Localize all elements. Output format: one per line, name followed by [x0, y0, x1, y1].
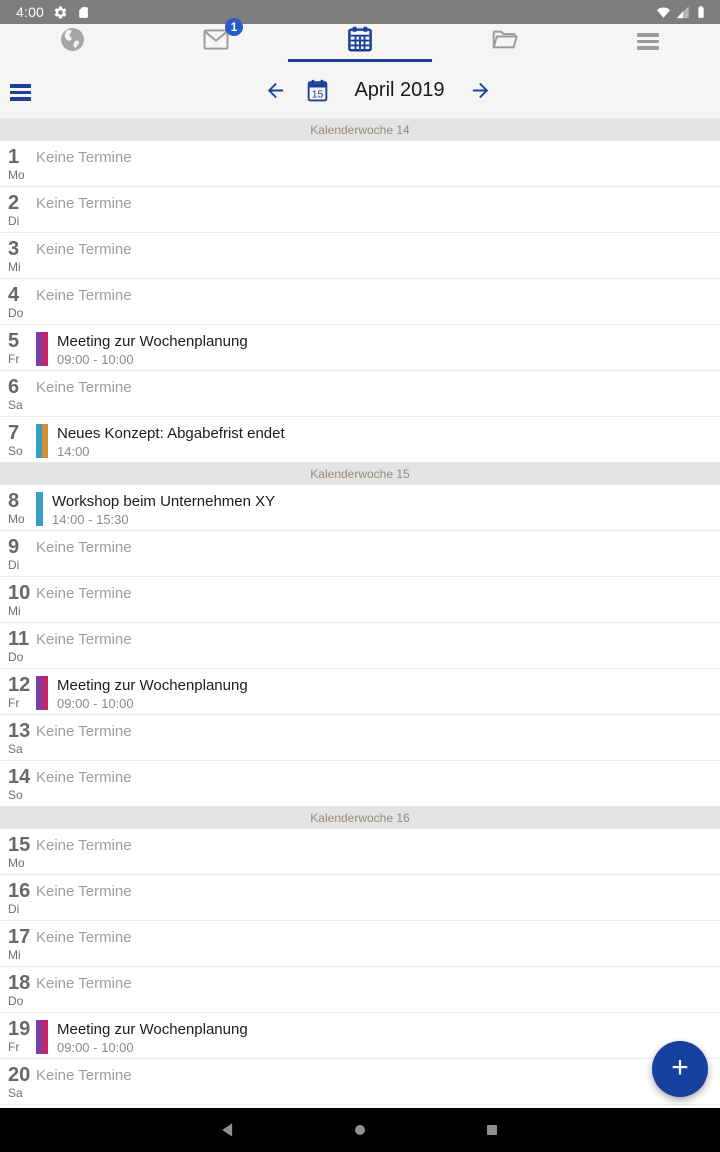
- day-abbreviation: Mo: [8, 168, 25, 182]
- event-time: 09:00 - 10:00: [57, 696, 134, 711]
- day-row[interactable]: [0, 669, 720, 715]
- event-title: Meeting zur Wochenplanung: [57, 677, 248, 694]
- day-number: 11: [8, 628, 30, 650]
- day-row[interactable]: [0, 921, 720, 967]
- day-row[interactable]: [0, 623, 720, 669]
- wifi-icon: [655, 5, 672, 20]
- day-list: [0, 119, 720, 1108]
- day-row[interactable]: [0, 371, 720, 417]
- day-content: [36, 834, 720, 874]
- day-content: [36, 284, 720, 324]
- no-events-label: Keine Termine: [36, 241, 132, 258]
- event-color-bar: [36, 424, 48, 458]
- day-content: [36, 1064, 720, 1104]
- day-number: 17: [8, 926, 31, 948]
- day-date: [8, 536, 36, 576]
- day-number: 14: [8, 766, 31, 788]
- day-abbreviation: Fr: [8, 352, 20, 366]
- no-events-label: Keine Termine: [36, 149, 132, 166]
- day-number: 18: [8, 972, 31, 994]
- day-number: 2: [8, 192, 20, 214]
- no-events-label: Keine Termine: [36, 883, 132, 900]
- day-abbreviation: Di: [8, 214, 20, 228]
- day-content: [36, 972, 720, 1012]
- week-header: Kalenderwoche 14: [0, 119, 720, 141]
- day-abbreviation: Mi: [8, 604, 21, 618]
- tab-web[interactable]: [0, 24, 144, 62]
- tab-calendar[interactable]: [288, 24, 432, 62]
- day-abbreviation: Sa: [8, 742, 23, 756]
- day-row[interactable]: [0, 531, 720, 577]
- day-abbreviation: So: [8, 788, 23, 802]
- event-time: 14:00 - 15:30: [52, 512, 129, 527]
- no-events-label: Keine Termine: [36, 287, 132, 304]
- day-content: [36, 238, 720, 278]
- day-row[interactable]: [0, 715, 720, 761]
- day-date: [8, 972, 36, 1012]
- event-item[interactable]: [36, 425, 720, 460]
- status-time: 4:00: [16, 4, 45, 20]
- day-number: 15: [8, 834, 31, 856]
- event-color-bar: [36, 332, 48, 366]
- tab-bar: [0, 19, 720, 62]
- today-button[interactable]: [303, 76, 332, 105]
- day-row[interactable]: [0, 325, 720, 371]
- plus-icon: +: [671, 1051, 689, 1084]
- day-date: [8, 330, 36, 370]
- globe-icon: [58, 25, 87, 59]
- no-events-label: Keine Termine: [36, 723, 132, 740]
- envelope-icon: [200, 19, 238, 59]
- day-date: [8, 880, 36, 920]
- day-number: 4: [8, 284, 20, 306]
- day-number: 19: [8, 1018, 31, 1040]
- event-time: 09:00 - 10:00: [57, 352, 134, 367]
- day-date: [8, 146, 36, 186]
- day-number: 6: [8, 376, 20, 398]
- day-abbreviation: Do: [8, 306, 24, 320]
- event-title: Workshop beim Unternehmen XY: [52, 493, 276, 510]
- day-number: 5: [8, 330, 20, 352]
- event-color-bar: [36, 492, 43, 526]
- event-title: Meeting zur Wochenplanung: [57, 1021, 248, 1038]
- day-row[interactable]: [0, 875, 720, 921]
- day-abbreviation: Mi: [8, 260, 21, 274]
- android-nav-bar: [0, 1108, 720, 1152]
- event-title: Meeting zur Wochenplanung: [57, 333, 248, 350]
- unread-count-badge: 1: [225, 18, 243, 36]
- day-content: [36, 880, 720, 920]
- day-content: [36, 330, 720, 370]
- event-text: [57, 333, 248, 368]
- day-row[interactable]: [0, 141, 720, 187]
- day-date: [8, 422, 36, 462]
- drawer-menu-button[interactable]: [8, 82, 33, 103]
- next-month-button[interactable]: [467, 77, 494, 104]
- status-bar: [0, 0, 720, 24]
- day-number: 8: [8, 490, 20, 512]
- day-abbreviation: Mo: [8, 512, 25, 526]
- day-content: [36, 582, 720, 622]
- day-date: [8, 834, 36, 874]
- event-text: [52, 493, 275, 528]
- day-date: [8, 674, 36, 714]
- no-events-label: Keine Termine: [36, 837, 132, 854]
- event-text: [57, 1021, 248, 1056]
- day-row[interactable]: [0, 1059, 720, 1105]
- month-toolbar: [0, 62, 720, 119]
- day-date: [8, 628, 36, 668]
- menu-icon: [637, 33, 659, 50]
- no-events-label: Keine Termine: [36, 379, 132, 396]
- day-row[interactable]: [0, 417, 720, 463]
- day-row[interactable]: [0, 761, 720, 807]
- no-events-label: Keine Termine: [36, 585, 132, 602]
- day-row[interactable]: [0, 967, 720, 1013]
- day-number: 12: [8, 674, 31, 696]
- day-date: [8, 766, 36, 806]
- day-abbreviation: Sa: [8, 398, 23, 412]
- back-button[interactable]: [208, 1110, 248, 1150]
- day-number: 7: [8, 422, 20, 444]
- day-abbreviation: Fr: [8, 1040, 20, 1054]
- day-content: [36, 766, 720, 806]
- day-abbreviation: Do: [8, 994, 24, 1008]
- folder-open-icon: [488, 25, 520, 59]
- home-button[interactable]: [340, 1110, 380, 1150]
- event-item[interactable]: [36, 493, 720, 528]
- day-number: 9: [8, 536, 20, 558]
- day-content: [36, 536, 720, 576]
- day-abbreviation: Di: [8, 902, 20, 916]
- day-content: [36, 1018, 720, 1058]
- event-text: [57, 677, 248, 712]
- day-content: [36, 720, 720, 760]
- day-row[interactable]: [0, 233, 720, 279]
- cell-signal-icon: [675, 5, 691, 20]
- event-time: 14:00: [57, 444, 90, 459]
- day-date: [8, 1018, 36, 1058]
- day-abbreviation: Mi: [8, 948, 21, 962]
- day-row[interactable]: [0, 577, 720, 623]
- day-content: [36, 628, 720, 668]
- no-events-label: Keine Termine: [36, 929, 132, 946]
- no-events-label: Keine Termine: [36, 769, 132, 786]
- week-header: Kalenderwoche 15: [0, 463, 720, 485]
- no-events-label: Keine Termine: [36, 975, 132, 992]
- tab-mail[interactable]: [144, 19, 288, 62]
- event-time: 09:00 - 10:00: [57, 1040, 134, 1055]
- event-item[interactable]: [36, 677, 720, 712]
- day-abbreviation: Mo: [8, 856, 25, 870]
- event-color-bar: [36, 1020, 48, 1054]
- day-date: [8, 720, 36, 760]
- day-abbreviation: So: [8, 444, 23, 458]
- day-number: 13: [8, 720, 31, 742]
- day-abbreviation: Do: [8, 650, 24, 664]
- day-row[interactable]: [0, 829, 720, 875]
- event-item[interactable]: [36, 333, 720, 368]
- day-content: [36, 674, 720, 714]
- no-events-label: Keine Termine: [36, 195, 132, 212]
- day-content: [36, 490, 720, 530]
- day-row[interactable]: [0, 1013, 720, 1059]
- day-content: [36, 376, 720, 416]
- day-row[interactable]: [0, 485, 720, 531]
- svg-text:15: 15: [312, 88, 324, 100]
- tab-more[interactable]: [576, 24, 720, 62]
- day-row[interactable]: [0, 279, 720, 325]
- day-number: 10: [8, 582, 31, 604]
- previous-month-button[interactable]: [262, 77, 289, 104]
- recents-button[interactable]: [472, 1110, 512, 1150]
- event-text: [57, 425, 285, 460]
- battery-icon: [694, 4, 708, 20]
- settings-gear-icon: [53, 5, 68, 20]
- month-title: April 2019: [354, 78, 445, 101]
- no-events-label: Keine Termine: [36, 539, 132, 556]
- day-date: [8, 1064, 36, 1104]
- day-date: [8, 490, 36, 530]
- day-date: [8, 192, 36, 232]
- no-events-label: Keine Termine: [36, 631, 132, 648]
- calendar-icon: [345, 24, 375, 59]
- day-abbreviation: Fr: [8, 696, 20, 710]
- day-abbreviation: Di: [8, 558, 20, 572]
- event-color-bar: [36, 676, 48, 710]
- day-row[interactable]: [0, 187, 720, 233]
- week-header: Kalenderwoche 16: [0, 807, 720, 829]
- day-date: [8, 376, 36, 416]
- event-title: Neues Konzept: Abgabefrist endet: [57, 425, 285, 442]
- day-date: [8, 284, 36, 324]
- day-number: 1: [8, 146, 20, 168]
- add-event-fab[interactable]: [652, 1041, 708, 1097]
- tab-files[interactable]: [432, 24, 576, 62]
- day-content: [36, 192, 720, 232]
- day-number: 3: [8, 238, 20, 260]
- day-abbreviation: Sa: [8, 1086, 23, 1100]
- day-number: 20: [8, 1064, 31, 1086]
- day-content: [36, 146, 720, 186]
- day-number: 16: [8, 880, 31, 902]
- day-date: [8, 582, 36, 622]
- event-item[interactable]: [36, 1021, 720, 1056]
- day-content: [36, 926, 720, 966]
- day-date: [8, 238, 36, 278]
- day-date: [8, 926, 36, 966]
- day-content: [36, 422, 720, 462]
- sdcard-icon: [77, 5, 90, 20]
- no-events-label: Keine Termine: [36, 1067, 132, 1084]
